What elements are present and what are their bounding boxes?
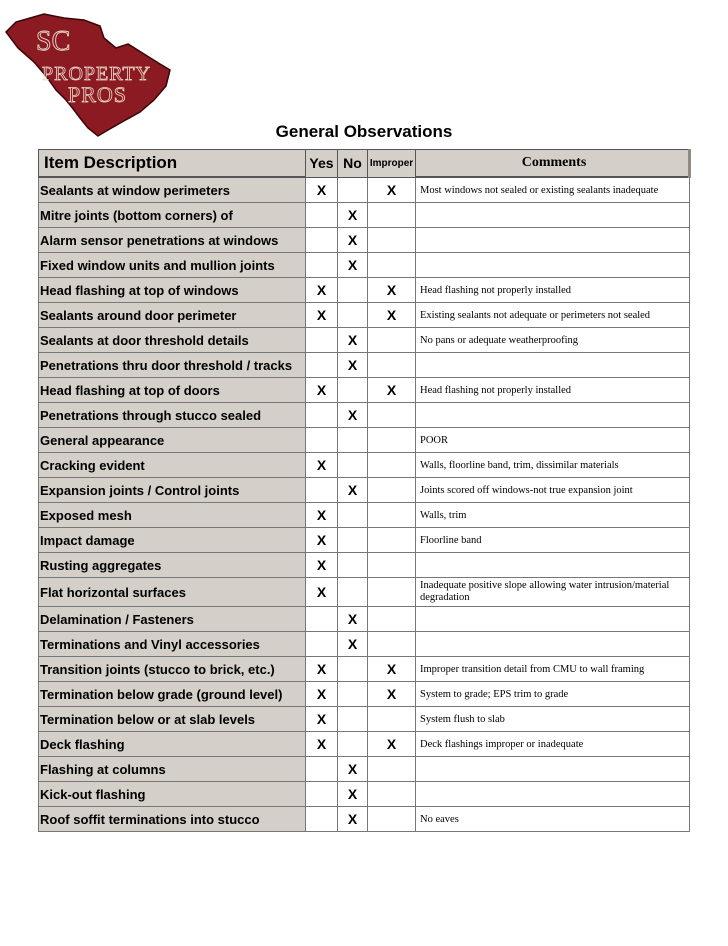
no-cell	[338, 428, 368, 453]
column-header-comments: Comments	[416, 150, 690, 178]
yes-cell	[306, 428, 338, 453]
comment-cell: Improper transition detail from CMU to wall framing	[416, 657, 690, 682]
column-header-improper: Improper	[368, 150, 416, 178]
item-description-cell: Kick-out flashing	[39, 782, 306, 807]
table-row	[39, 428, 690, 453]
table-row	[39, 453, 690, 478]
no-cell	[338, 278, 368, 303]
table-row	[39, 403, 690, 428]
item-description-cell: Termination below grade (ground level)	[39, 682, 306, 707]
item-description-cell: Head flashing at top of doors	[39, 378, 306, 403]
no-cell: X	[338, 782, 368, 807]
improper-cell: X	[368, 657, 416, 682]
improper-cell: X	[368, 177, 416, 203]
no-cell	[338, 503, 368, 528]
yes-cell	[306, 607, 338, 632]
comment-cell: System flush to slab	[416, 707, 690, 732]
no-cell: X	[338, 228, 368, 253]
table-row	[39, 682, 690, 707]
comment-cell: No eaves	[416, 807, 690, 832]
item-description-cell: Deck flashing	[39, 732, 306, 757]
yes-cell: X	[306, 453, 338, 478]
no-cell	[338, 657, 368, 682]
comment-cell: Walls, trim	[416, 503, 690, 528]
table-row	[39, 553, 690, 578]
no-cell: X	[338, 807, 368, 832]
yes-cell: X	[306, 378, 338, 403]
table-row	[39, 303, 690, 328]
item-description-cell: Delamination / Fasteners	[39, 607, 306, 632]
yes-cell	[306, 228, 338, 253]
yes-cell	[306, 403, 338, 428]
yes-cell: X	[306, 278, 338, 303]
column-header-item: Item Description	[39, 150, 306, 178]
table-row	[39, 657, 690, 682]
item-description-cell: Termination below or at slab levels	[39, 707, 306, 732]
item-description-cell: Rusting aggregates	[39, 553, 306, 578]
yes-cell: X	[306, 503, 338, 528]
improper-cell: X	[368, 303, 416, 328]
yes-cell	[306, 478, 338, 503]
no-cell: X	[338, 757, 368, 782]
no-cell: X	[338, 353, 368, 378]
improper-cell	[368, 782, 416, 807]
improper-cell	[368, 707, 416, 732]
table-row	[39, 478, 690, 503]
table-row	[39, 732, 690, 757]
comment-cell: Head flashing not properly installed	[416, 378, 690, 403]
no-cell: X	[338, 607, 368, 632]
improper-cell: X	[368, 682, 416, 707]
no-cell	[338, 177, 368, 203]
item-description-cell: Exposed mesh	[39, 503, 306, 528]
table-row	[39, 328, 690, 353]
comment-cell	[416, 553, 690, 578]
logo-line-2: PROPERTY	[42, 63, 152, 85]
item-description-cell: Mitre joints (bottom corners) of	[39, 203, 306, 228]
table-row	[39, 807, 690, 832]
yes-cell: X	[306, 177, 338, 203]
comment-cell	[416, 353, 690, 378]
improper-cell	[368, 453, 416, 478]
yes-cell: X	[306, 657, 338, 682]
comment-cell	[416, 607, 690, 632]
table-row	[39, 632, 690, 657]
no-cell	[338, 303, 368, 328]
logo-line-1: SC	[36, 26, 71, 57]
improper-cell	[368, 403, 416, 428]
table-row	[39, 578, 690, 607]
yes-cell: X	[306, 578, 338, 607]
item-description-cell: Impact damage	[39, 528, 306, 553]
no-cell	[338, 578, 368, 607]
yes-cell	[306, 757, 338, 782]
comment-cell: Deck flashings improper or inadequate	[416, 732, 690, 757]
yes-cell: X	[306, 682, 338, 707]
item-description-cell: Flat horizontal surfaces	[39, 578, 306, 607]
item-description-cell: Cracking evident	[39, 453, 306, 478]
table-row	[39, 782, 690, 807]
no-cell	[338, 553, 368, 578]
improper-cell	[368, 228, 416, 253]
comment-cell	[416, 782, 690, 807]
improper-cell	[368, 632, 416, 657]
no-cell: X	[338, 328, 368, 353]
page-title: General Observations	[275, 122, 453, 141]
yes-cell	[306, 203, 338, 228]
no-cell	[338, 378, 368, 403]
item-description-cell: Alarm sensor penetrations at windows	[39, 228, 306, 253]
yes-cell	[306, 632, 338, 657]
item-description-cell: Sealants at window perimeters	[39, 177, 306, 203]
comment-cell: Inadequate positive slope allowing water intrusion/material degradation	[416, 578, 690, 607]
improper-cell	[368, 807, 416, 832]
yes-cell	[306, 353, 338, 378]
no-cell: X	[338, 403, 368, 428]
no-cell: X	[338, 253, 368, 278]
table-row	[39, 757, 690, 782]
comment-cell	[416, 757, 690, 782]
item-description-cell: Sealants around door perimeter	[39, 303, 306, 328]
comment-cell: System to grade; EPS trim to grade	[416, 682, 690, 707]
item-description-cell: Penetrations thru door threshold / tracks	[39, 353, 306, 378]
column-header-no: No	[338, 150, 368, 178]
yes-cell	[306, 807, 338, 832]
improper-cell	[368, 328, 416, 353]
table-row	[39, 177, 690, 203]
table-row	[39, 503, 690, 528]
improper-cell	[368, 757, 416, 782]
yes-cell: X	[306, 303, 338, 328]
improper-cell	[368, 578, 416, 607]
comment-cell	[416, 632, 690, 657]
yes-cell: X	[306, 528, 338, 553]
comment-cell: Floorline band	[416, 528, 690, 553]
no-cell	[338, 682, 368, 707]
item-description-cell: Penetrations through stucco sealed	[39, 403, 306, 428]
comment-cell: POOR	[416, 428, 690, 453]
improper-cell	[368, 428, 416, 453]
item-description-cell: Terminations and Vinyl accessories	[39, 632, 306, 657]
comment-cell: No pans or adequate weatherproofing	[416, 328, 690, 353]
yes-cell: X	[306, 707, 338, 732]
comment-cell: Head flashing not properly installed	[416, 278, 690, 303]
no-cell: X	[338, 478, 368, 503]
improper-cell	[368, 478, 416, 503]
table-header-row	[39, 150, 690, 178]
no-cell: X	[338, 203, 368, 228]
sc-property-pros-logo	[4, 10, 174, 140]
item-description-cell: Fixed window units and mullion joints	[39, 253, 306, 278]
table-row	[39, 707, 690, 732]
yes-cell	[306, 328, 338, 353]
comment-cell	[416, 403, 690, 428]
improper-cell	[368, 503, 416, 528]
table-row	[39, 228, 690, 253]
comment-cell	[416, 203, 690, 228]
table-row	[39, 378, 690, 403]
comment-cell	[416, 228, 690, 253]
improper-cell: X	[368, 732, 416, 757]
item-description-cell: General appearance	[39, 428, 306, 453]
improper-cell	[368, 253, 416, 278]
table-row	[39, 253, 690, 278]
comment-cell	[416, 253, 690, 278]
item-description-cell: Expansion joints / Control joints	[39, 478, 306, 503]
item-description-cell: Sealants at door threshold details	[39, 328, 306, 353]
table-row	[39, 607, 690, 632]
improper-cell	[368, 553, 416, 578]
item-description-cell: Transition joints (stucco to brick, etc.)	[39, 657, 306, 682]
improper-cell	[368, 353, 416, 378]
yes-cell	[306, 782, 338, 807]
yes-cell: X	[306, 732, 338, 757]
item-description-cell: Roof soffit terminations into stucco	[39, 807, 306, 832]
comment-cell: Joints scored off windows-not true expansion joint	[416, 478, 690, 503]
table-row	[39, 528, 690, 553]
yes-cell: X	[306, 553, 338, 578]
table-row	[39, 353, 690, 378]
no-cell	[338, 453, 368, 478]
column-header-yes: Yes	[306, 150, 338, 178]
improper-cell	[368, 203, 416, 228]
comment-cell: Walls, floorline band, trim, dissimilar materials	[416, 453, 690, 478]
comment-cell: Most windows not sealed or existing sealants inadequate	[416, 177, 690, 203]
improper-cell	[368, 607, 416, 632]
logo-line-3: PROS	[68, 82, 128, 107]
table-row	[39, 278, 690, 303]
improper-cell: X	[368, 378, 416, 403]
item-description-cell: Head flashing at top of windows	[39, 278, 306, 303]
improper-cell	[368, 528, 416, 553]
comment-cell: Existing sealants not adequate or perimeters not sealed	[416, 303, 690, 328]
no-cell	[338, 707, 368, 732]
improper-cell: X	[368, 278, 416, 303]
yes-cell	[306, 253, 338, 278]
table-row	[39, 203, 690, 228]
item-description-cell: Flashing at columns	[39, 757, 306, 782]
no-cell	[338, 528, 368, 553]
no-cell: X	[338, 632, 368, 657]
observations-table	[38, 149, 691, 832]
no-cell	[338, 732, 368, 757]
